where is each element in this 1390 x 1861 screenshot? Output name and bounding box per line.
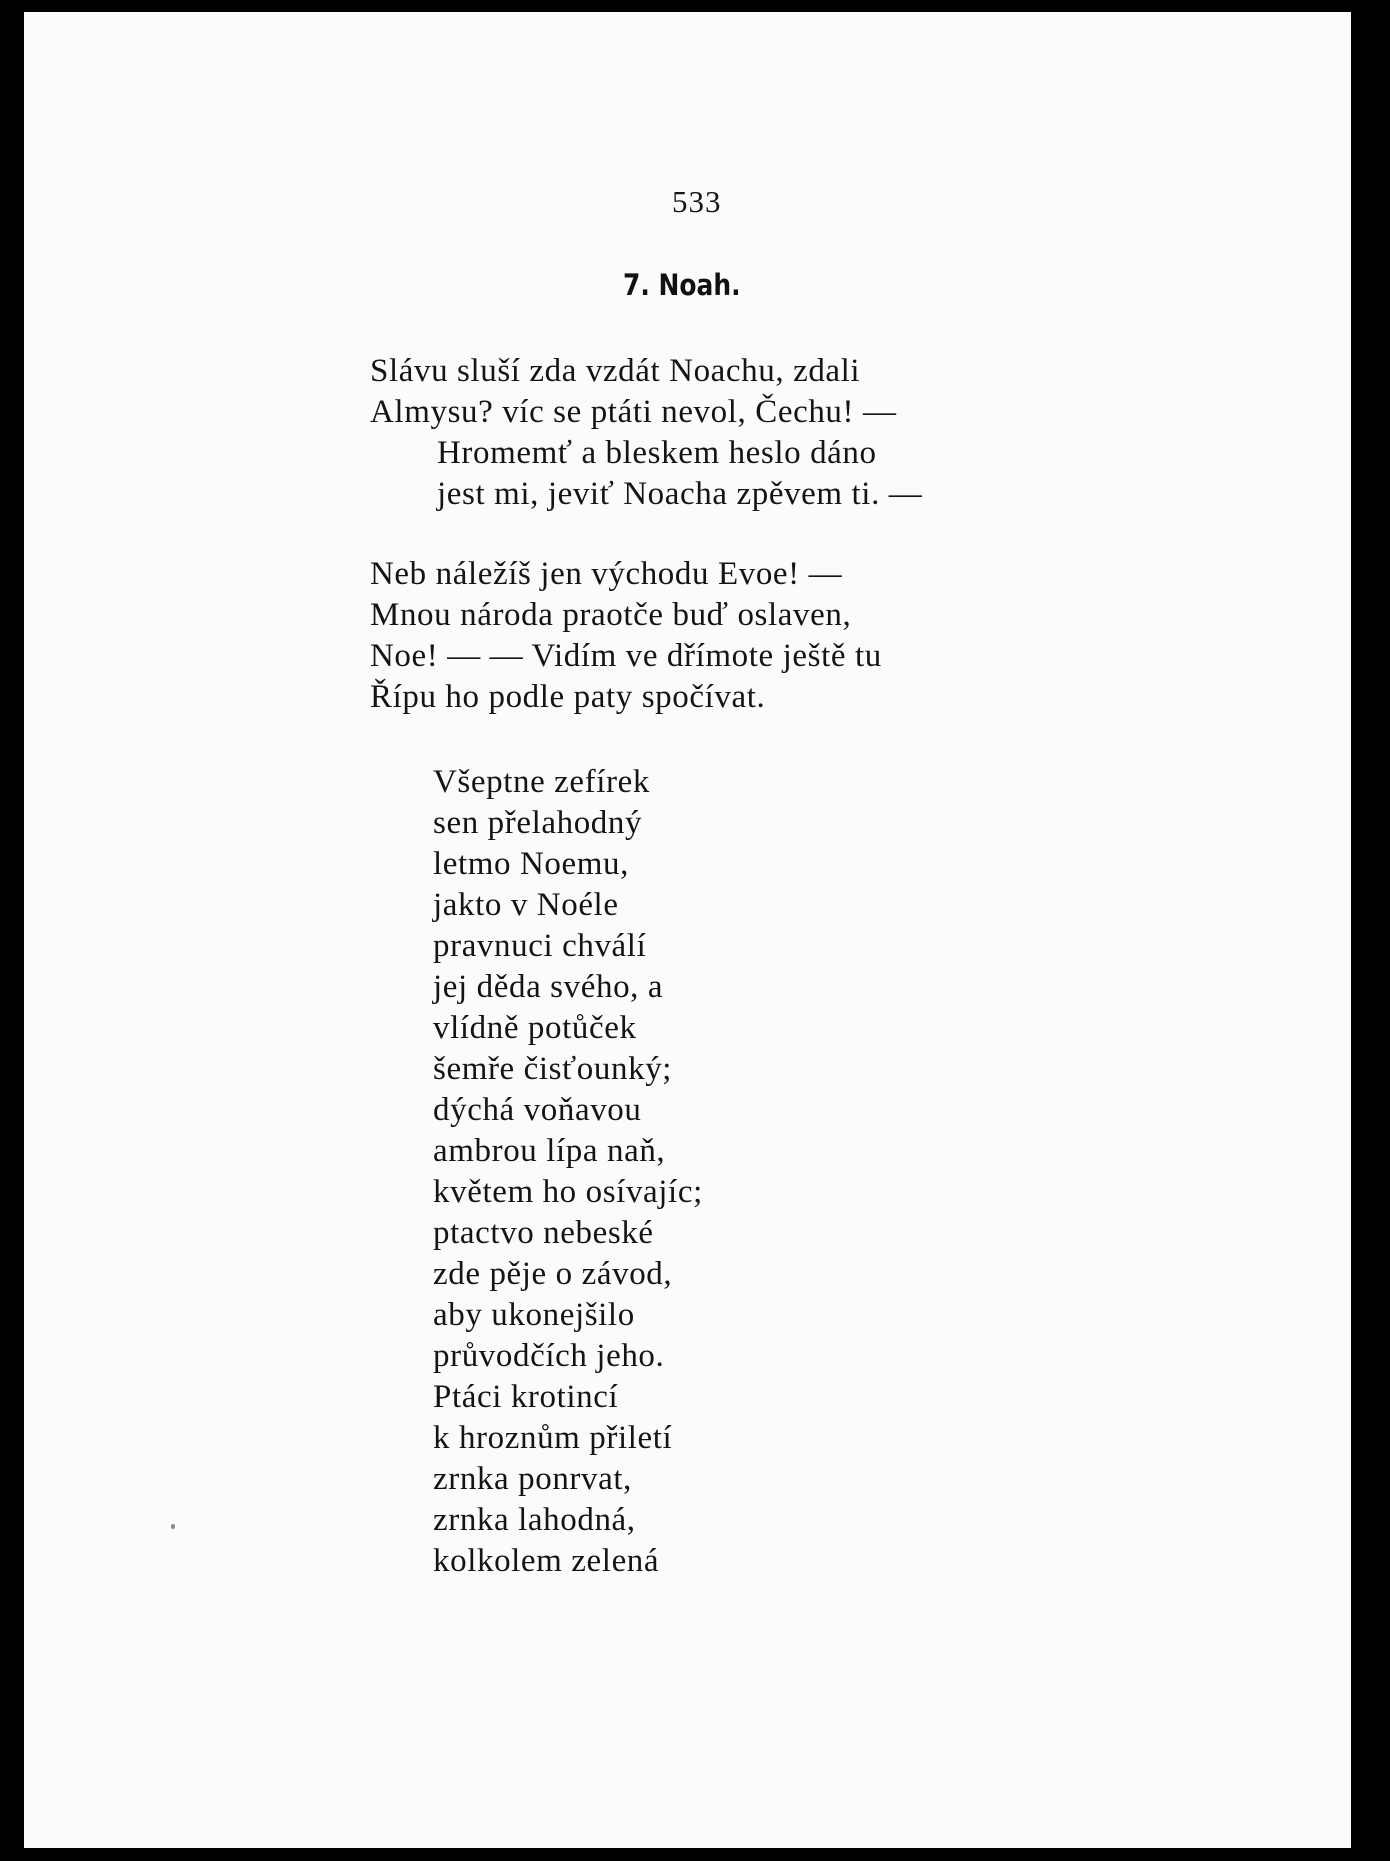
verse-line: zde pěje o závod, [433,1256,673,1292]
verse-line: letmo Noemu, [433,846,629,882]
verse-line: jest mi, jeviť Noacha zpěvem ti. — [437,476,923,512]
verse-line: zrnka ponrvat, [433,1461,632,1497]
verse-line: ambrou lípa naň, [433,1133,666,1169]
book-page [24,12,1351,1848]
verse-line: vlídně potůček [433,1010,637,1046]
verse-line: Almysu? víc se ptáti nevol, Čechu! — [370,394,897,430]
verse-line: Všeptne zefírek [433,764,650,800]
verse-line: pravnuci chválí [433,928,647,964]
verse-line: dýchá voňavou [433,1092,642,1128]
poem-title: 7. Noah. [623,268,741,302]
verse-line: Hromemť a bleskem heslo dáno [437,435,877,471]
verse-line: květem ho osívajíc; [433,1174,703,1210]
verse-line: Slávu sluší zda vzdát Noachu, zdali [370,353,861,389]
verse-line: aby ukonejšilo [433,1297,635,1333]
verse-line: Neb náležíš jen východu Evoe! — [370,556,843,592]
verse-line: sen přelahodný [433,805,643,841]
verse-line: Noe! — — Vidím ve dřímote ještě tu [370,638,882,674]
verse-line: k hroznům přiletí [433,1420,673,1456]
verse-line: jakto v Noéle [433,887,619,923]
page-number: 533 [672,184,722,219]
verse-line: průvodčích jeho. [433,1338,665,1374]
verse-line: ptactvo nebeské [433,1215,654,1251]
verse-line: zrnka lahodná, [433,1502,636,1538]
verse-line: Ptáci krotincí [433,1379,619,1415]
verse-line: jej děda svého, a [433,969,664,1005]
verse-line: Mnou národa praotče buď oslaven, [370,597,852,633]
scan-speck [171,1524,175,1529]
verse-line: Řípu ho podle paty spočívat. [370,679,766,715]
verse-line: kolkolem zelená [433,1543,660,1579]
verse-line: šemře čisťounký; [433,1051,673,1087]
